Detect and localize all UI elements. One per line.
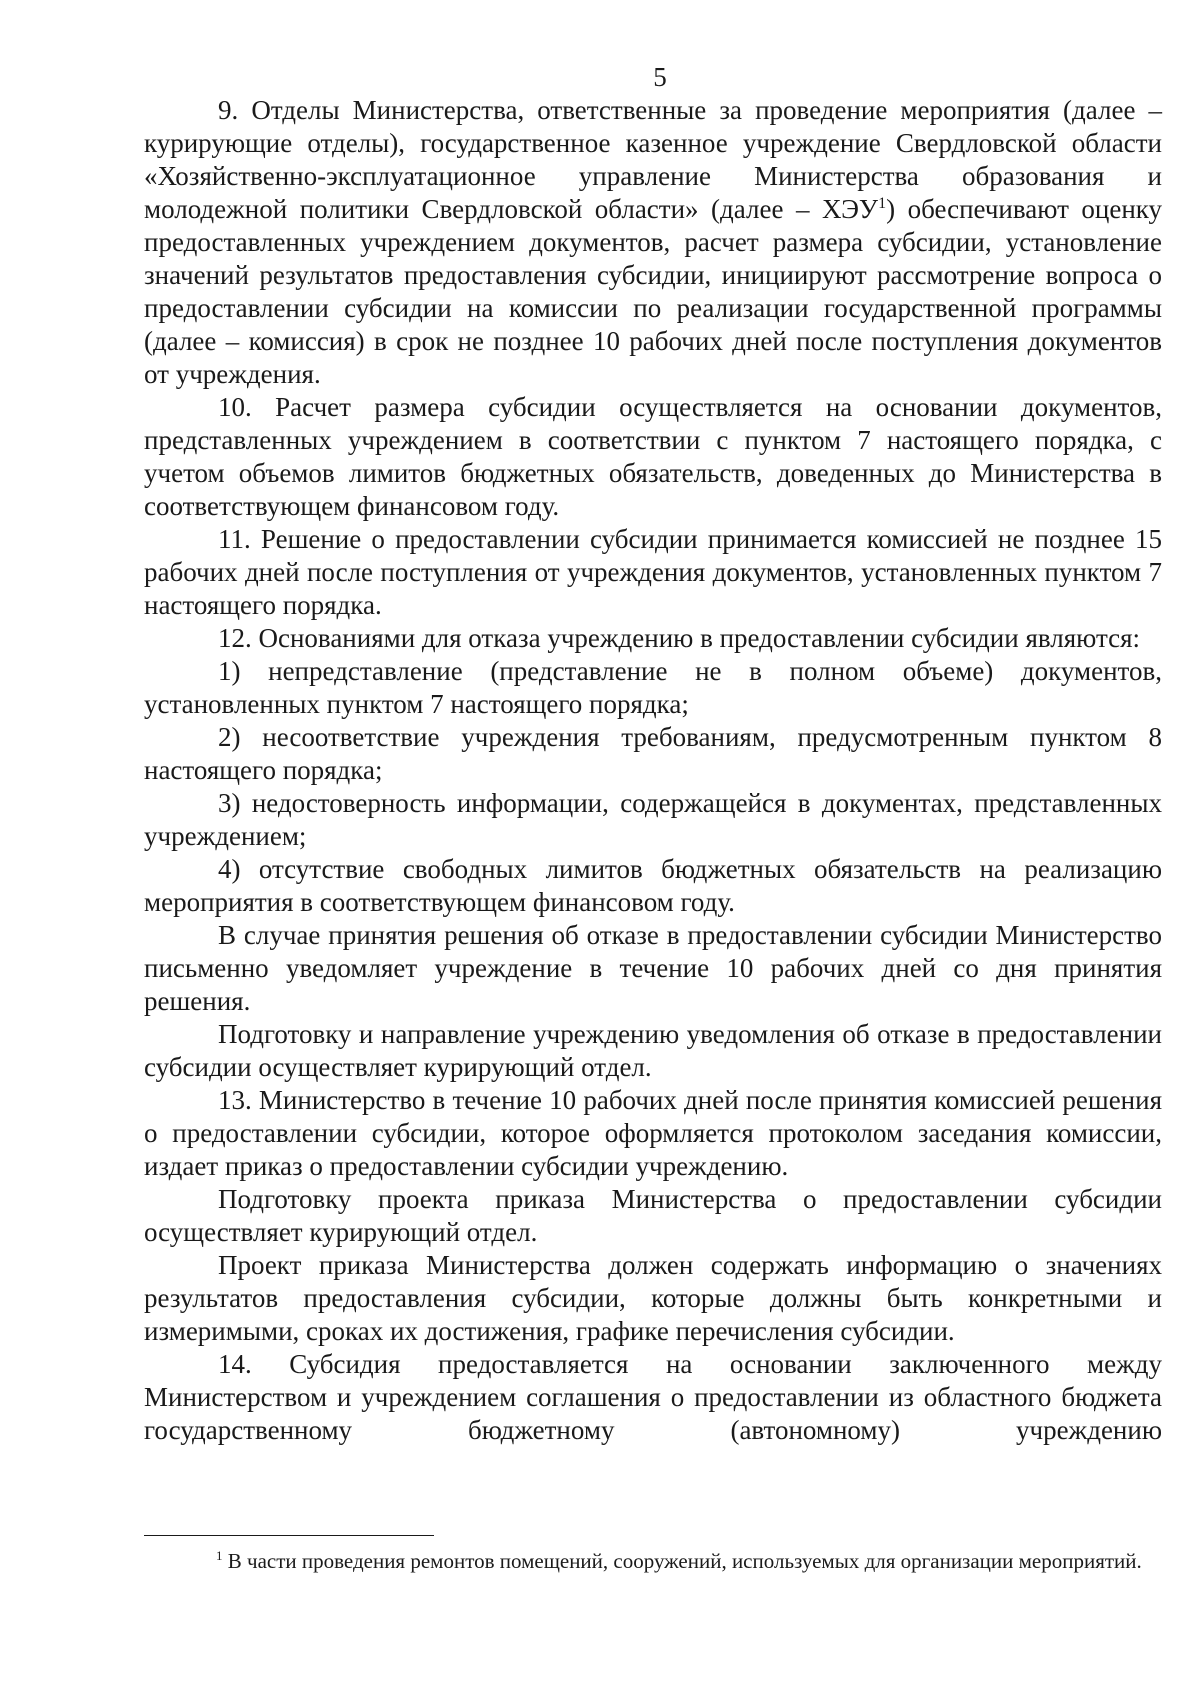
paragraph-12: 12. Основаниями для отказа учреждению в предоставлении субсидии являются: — [218, 623, 1140, 653]
footnote-marker: 1 — [216, 1548, 223, 1563]
paragraph-11: 11. Решение о предоставлении субсидии принимается комиссией не позднее 15 рабочих дней после поступления от учреждения документов, установленных пунктом 7 настоящего порядка. — [144, 524, 1162, 620]
list-item-4: 4) отсутствие свободных лимитов бюджетных обязательств на реализацию мероприятия в соответствующем финансовом году. — [144, 854, 1162, 917]
order-preparation-paragraph: Подготовку проекта приказа Министерства о предоставлении субсидии осуществляет курирующий отдел. — [144, 1184, 1162, 1247]
refusal-notice-paragraph: В случае принятия решения об отказе в предоставлении субсидии Министерство письменно уведомляет учреждение в течение 10 рабочих дней со дня принятия решения. — [144, 920, 1162, 1016]
paragraph-10: 10. Расчет размера субсидии осуществляется на основании документов, представленных учреждением в соответствии с пунктом 7 настоящего порядка, с учетом объемов лимитов бюджетных обязательств, доведенных до Министерства в соответствующем финансовом году. — [144, 392, 1162, 521]
footnote-separator — [144, 1535, 434, 1536]
paragraph-9-part-1: 9. Отделы Министерства, ответственные за проведение мероприятия (далее – курирующие отделы), государственное казенное учреждение Свердловской области «Хозяйственно-эксплуатационное управление Министерства образования и молодежной политики Свердловской области» (далее – ХЭУ — [144, 95, 1162, 224]
document-body — [144, 94, 1162, 1447]
document-page — [144, 60, 1162, 1447]
list-item-3: 3) недостоверность информации, содержащейся в документах, представленных учреждением; — [144, 788, 1162, 851]
footnote — [144, 1548, 1162, 1575]
paragraph-9-part-2: ) обеспечивают оценку предоставленных учреждением документов, расчет размера субсидии, установление значений результатов предоставления субсидии, инициируют рассмотрение вопроса о предоставлении субсидии на комиссии по реализации государственной программы (далее – комиссия) в срок не позднее 10 рабочих дней после поступления документов от учреждения. — [144, 194, 1162, 389]
notice-preparation-paragraph: Подготовку и направление учреждению уведомления об отказе в предоставлении субсидии осуществляет курирующий отдел. — [144, 1019, 1162, 1082]
paragraph-14: 14. Субсидия предоставляется на основании заключенного между Министерством и учреждением соглашения о предоставлении из областного бюджета государственному бюджетному (автономному) учреждению — [144, 1349, 1162, 1445]
footnote-text: В части проведения ремонтов помещений, сооружений, используемых для организации мероприятий. — [222, 1549, 1142, 1573]
list-item-2: 2) несоответствие учреждения требованиям, предусмотренным пунктом 8 настоящего порядка; — [144, 722, 1162, 785]
paragraph-13: 13. Министерство в течение 10 рабочих дней после принятия комиссией решения о предоставлении субсидии, которое оформляется протоколом заседания комиссии, издает приказ о предоставлении субсидии учреждению. — [144, 1085, 1162, 1181]
footnote-reference: 1 — [878, 195, 887, 212]
list-item-1: 1) непредставление (представление не в полном объеме) документов, установленных пунктом 7 настоящего порядка; — [144, 656, 1162, 719]
page-number: 5 — [653, 62, 667, 92]
order-content-paragraph: Проект приказа Министерства должен содержать информацию о значениях результатов предоставления субсидии, которые должны быть конкретными и измеримыми, сроках их достижения, графике перечисления субсидии. — [144, 1250, 1162, 1346]
paragraph-9 — [144, 94, 1162, 391]
